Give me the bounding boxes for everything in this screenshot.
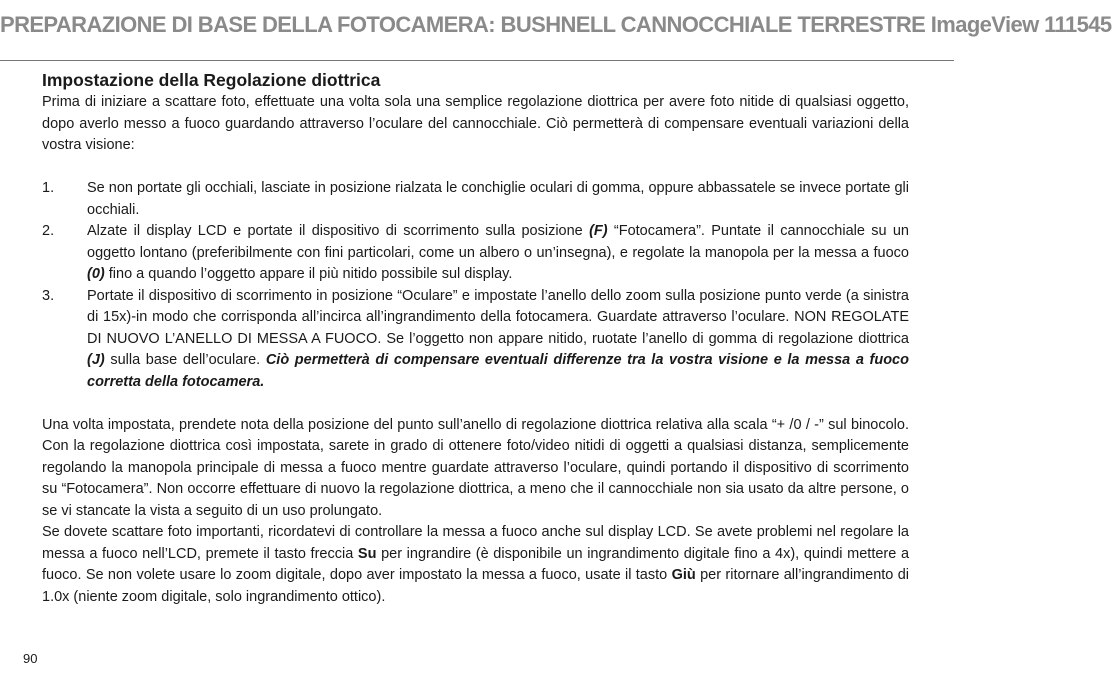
step-text: “Fotocamera”. Puntate il cannocchiale su un oggetto lontano (preferibilmente con fini particolari, come un albero o un’insegna), e regolate la manopola per la messa a fuoco [87,223,909,261]
step-text: Alzate il display LCD e portate il dispositivo di scorrimento sulla posizione [87,223,590,239]
step-number: 1. [42,180,55,196]
key-label: Su [357,545,377,562]
spacer [42,157,909,179]
steps-list [42,178,909,393]
emphasis-text: Ciò permetterà di compensare eventuali differenze tra la vostra visione e la messa a fuoco corretta della fotocamera. [87,352,909,390]
header-divider [0,60,954,61]
step-number: 2. [42,223,55,239]
paragraph-text: Se dovete scattare foto importanti, ricordatevi di controllare la messa a fuoco anche sul display LCD. Se avete problemi nel regolare la messa a fuoco nell’LCD, premete il tasto freccia [42,524,909,562]
paragraph-text: per ingrandire (è disponibile un ingrandimento digitale fino a 4x), quindi mettere a fuoco. Se non volete usare lo zoom digitale, dopo aver impostato la messa a fuoco, usate il tasto [42,545,910,583]
page-header-title: PREPARAZIONE DI BASE DELLA FOTOCAMERA: BUSHNELL CANNOCCHIALE TERRESTRE ImageView 111545 [0,12,1112,37]
list-item [42,221,909,286]
step-text: fino a quando l’oggetto appare il più nitido possibile sul display. [104,266,513,282]
step-text: Portate il dispositivo di scorrimento in posizione “Oculare” e impostate l’anello dello zoom sulla posizione punto verde (a sinistra di 15x)-in modo che corrisponda all’incirca all’ingrandimento della fotocamera. Guardate attraverso l’oculare. NON REGOLATE DI NUOVO L’ANELLO DI MESSA A FUOCO. Se l’oggetto non appare nitido, ruotate l’anello di gomma di regolazione diottrica [87,287,909,347]
body-paragraph: Una volta impostata, prendete nota della posizione del punto sull’anello di regolazione diottrica relativa alla scala “+ /0 / -” sul binocolo. Con la regolazione diottrica così impostata, sarete in grado di ottenere foto/video nitidi di oggetti a qualsiasi distanza, semplicemente regolando la manopola principale di messa a fuoco mentre guardate attraverso l’oculare, quindi portando il dispositivo di scorrimento su “Fotocamera”. Non occorre effettuare di nuovo la regolazione diottrica, a meno che il cannocchiale non sia usato da altre persone, o se vi stancate la vista a seguito di un uso prolungato. [42,416,909,519]
step-text: sulla base dell’oculare. [104,352,266,368]
key-label: (F) [589,223,608,239]
spacer [42,393,909,415]
list-item [42,178,909,221]
page-number: 90 [23,651,38,666]
list-item [42,286,909,394]
key-label: Giù [671,567,696,583]
intro-paragraph: Prima di iniziare a scattare foto, effettuate una volta sola una semplice regolazione diottrica per avere foto nitide di qualsiasi oggetto, dopo averlo messo a fuoco guardando attraverso l’oculare del cannocchiale. Ciò permetterà di compensare eventuali variazioni della vostra visione: [42,94,909,153]
body-paragraph [42,522,909,608]
key-label: (0) [87,266,105,282]
section-heading: Impostazione della Regolazione diottrica [42,70,381,90]
main-content [42,68,909,608]
step-number: 3. [42,287,55,304]
paragraph-text: per ritornare all’ingrandimento di 1.0x (niente zoom digitale, solo ingrandimento ottico). [42,567,909,605]
step-text: Se non portate gli occhiali, lasciate in posizione rialzata le conchiglie oculari di gomma, oppure abbassatele se invece portate gli occhiali. [87,180,909,218]
key-label: (J) [87,352,105,368]
